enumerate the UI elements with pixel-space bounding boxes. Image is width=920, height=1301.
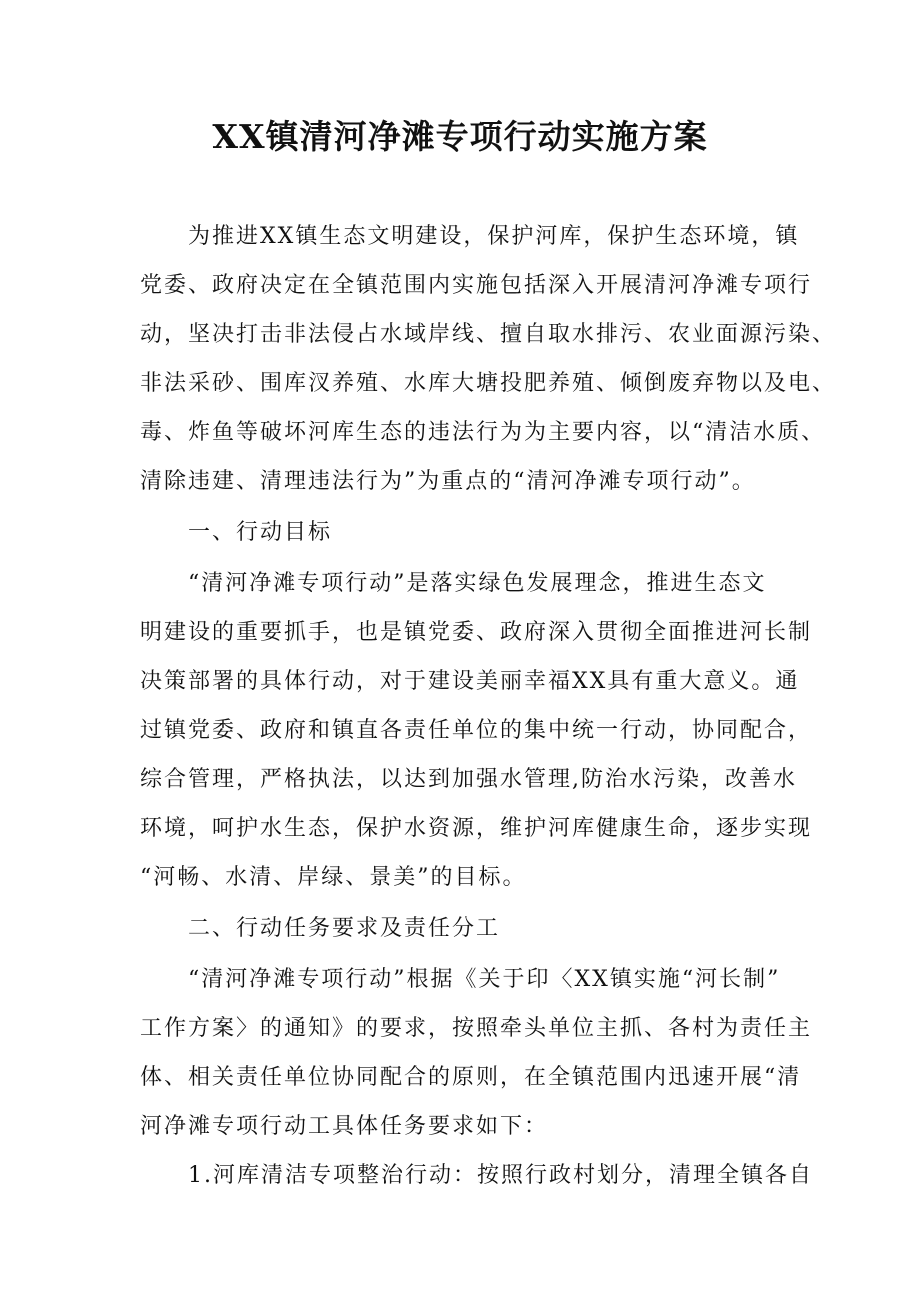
- paragraph-line: 过镇党委、政府和镇直各责任单位的集中统一行动，协同配合，: [140, 718, 813, 743]
- document-title: XX镇清河净滩专项行动实施方案: [212, 117, 708, 156]
- paragraph-line: 毒、炸鱼等破坏河库生态的违法行为为主要内容，以“清洁水质、: [140, 420, 826, 445]
- paragraph-line: 综合管理，严格执法，以达到加强水管理,防治水污染，改善水: [140, 767, 797, 792]
- paragraph-line: 体、相关责任单位协同配合的原则，在全镇范围内迅速开展“清: [140, 1065, 802, 1090]
- section-heading: 二、行动任务要求及责任分工: [140, 916, 501, 941]
- section-heading: 一、行动目标: [140, 520, 333, 545]
- paragraph-line: “河畅、水清、岸绿、景美”的目标。: [140, 865, 527, 890]
- paragraph-line: 动，坚决打击非法侵占水域岸线、擅自取水排污、农业面源污染、: [140, 322, 837, 347]
- paragraph-line: 环境，呵护水生态，保护水资源，维护河库健康生命，逐步实现: [140, 816, 813, 841]
- paragraph-line: 清除违建、清理违法行为”为重点的“清河净滩专项行动”。: [140, 469, 756, 494]
- paragraph-line: 河净滩专项行动工具体任务要求如下：: [140, 1114, 549, 1139]
- document-body: [140, 212, 837, 1200]
- paragraph-line: 非法采砂、围库汊养殖、水库大塘投肥养殖、倾倒废弃物以及电、: [140, 371, 837, 396]
- paragraph-line: 党委、政府决定在全镇范围内实施包括深入开展清河净滩专项行: [140, 273, 813, 298]
- paragraph-line: 明建设的重要抓手，也是镇党委、政府深入贯彻全面推进河长制: [140, 620, 813, 645]
- paragraph-line: 1.河库清洁专项整治行动：按照行政村划分，清理全镇各自: [140, 1163, 813, 1188]
- paragraph-line: “清河净滩专项行动”是落实绿色发展理念，推进生态文: [140, 571, 767, 596]
- paragraph-line: 工作方案〉的通知》的要求，按照牵头单位主抓、各村为责任主: [140, 1016, 813, 1041]
- paragraph-line: 为推进XX镇生态文明建设，保护河库，保护生态环境，镇: [140, 224, 800, 249]
- paragraph-line: “清河净滩专项行动”根据《关于印〈XX镇实施“河长制”: [140, 967, 781, 992]
- paragraph-line: 决策部署的具体行动，对于建设美丽幸福XX具有重大意义。通: [140, 669, 800, 694]
